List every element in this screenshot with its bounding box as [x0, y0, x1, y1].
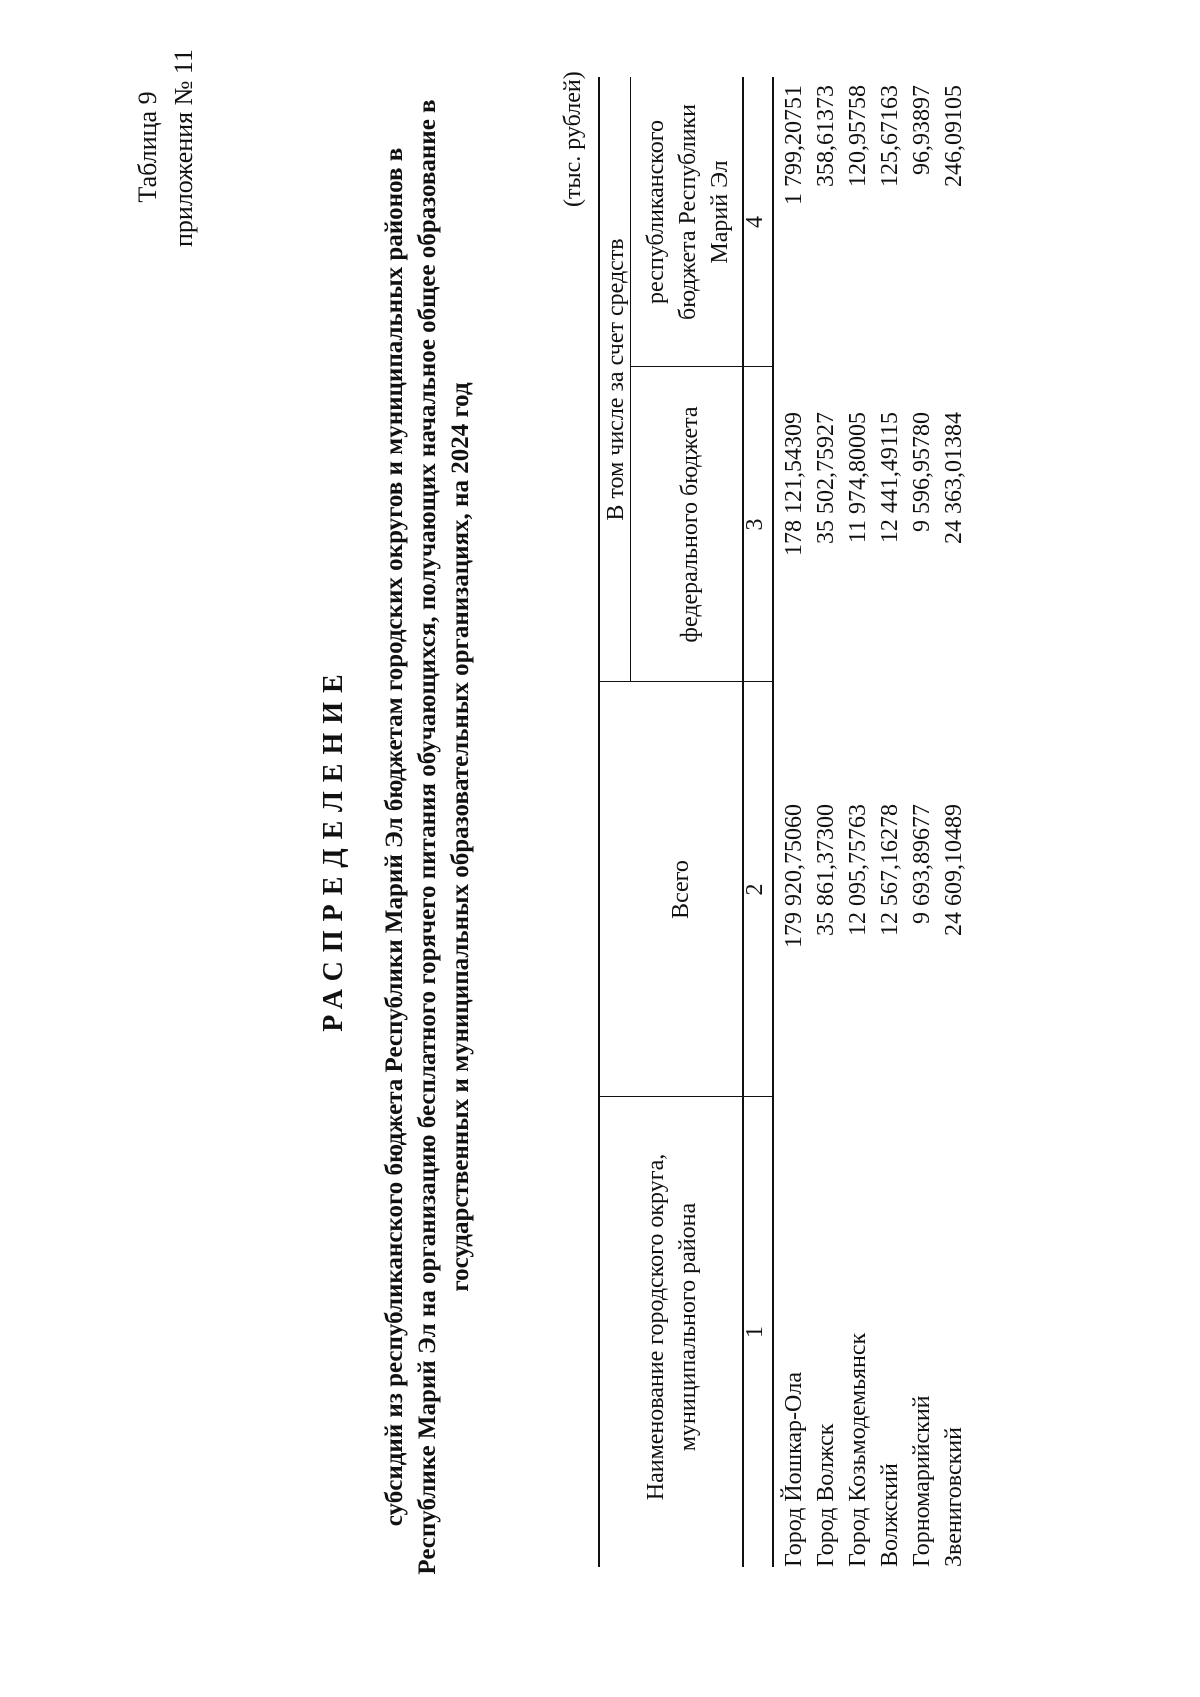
- row-republic: 125,67163: [877, 85, 903, 187]
- document-title: РАСПРЕДЕЛЕНИЕ: [318, 665, 349, 1032]
- header-republic: республиканского бюджета Республики Марий Эл: [643, 104, 733, 320]
- header-group: В том числе за счет средств: [603, 238, 629, 521]
- header-federal: федерального бюджета: [677, 406, 703, 643]
- header-total: Всего: [668, 860, 694, 919]
- row-total: 24 609,10489: [941, 804, 967, 936]
- row-name: Звениговский: [941, 1427, 967, 1567]
- col-number-2: 2: [742, 883, 768, 896]
- units-label: (тыс. рублей): [560, 71, 586, 207]
- col-number-1: 1: [742, 1326, 768, 1338]
- row-total: 9 693,89677: [909, 804, 935, 924]
- row-republic: 120,95758: [845, 85, 871, 187]
- col-number-3: 3: [742, 518, 768, 531]
- row-total: 35 861,37300: [813, 804, 839, 936]
- row-federal: 12 441,49115: [877, 412, 903, 544]
- row-republic: 1 799,20751: [781, 85, 807, 205]
- row-total: 12 095,75763: [845, 804, 871, 936]
- row-name: Город Козьмодемьянск: [845, 1332, 871, 1567]
- colnum-bottom-border: [772, 77, 774, 1567]
- row-federal: 178 121,54309: [781, 412, 807, 556]
- row-name: Город Волжск: [813, 1423, 839, 1567]
- row-republic: 96,93897: [909, 85, 935, 175]
- row-federal: 11 974,80005: [845, 412, 871, 544]
- row-name: Горномарийский: [909, 1395, 935, 1567]
- row-federal: 9 596,95780: [909, 412, 935, 532]
- row-name: Город Йошкар-Ола: [781, 1372, 807, 1567]
- appendix-label: приложения № 11: [169, 49, 198, 247]
- row-total: 179 920,75060: [781, 804, 807, 948]
- header-name: Наименование городского округа, муниципального района: [643, 1153, 701, 1501]
- row-republic: 246,09105: [941, 85, 967, 187]
- row-federal: 24 363,01384: [941, 412, 967, 544]
- row-total: 12 567,16278: [877, 804, 903, 936]
- table-label: Таблица 9: [133, 91, 162, 203]
- document-subtitle: субсидий из республиканского бюджета Республики Марий Эл бюджетам городских округов и муниципальных районов в Республике Марий Эл на организацию бесплатного горячего питания обучающихся, получающих начальное общее образование в государственных и муниципальных образовательных организациях, на 2024 год: [381, 99, 474, 1575]
- row-federal: 35 502,75927: [813, 412, 839, 544]
- row-name: Волжский: [877, 1463, 903, 1567]
- col-number-4: 4: [742, 216, 768, 228]
- row-republic: 358,61373: [813, 85, 839, 187]
- table-reference: [130, 49, 202, 247]
